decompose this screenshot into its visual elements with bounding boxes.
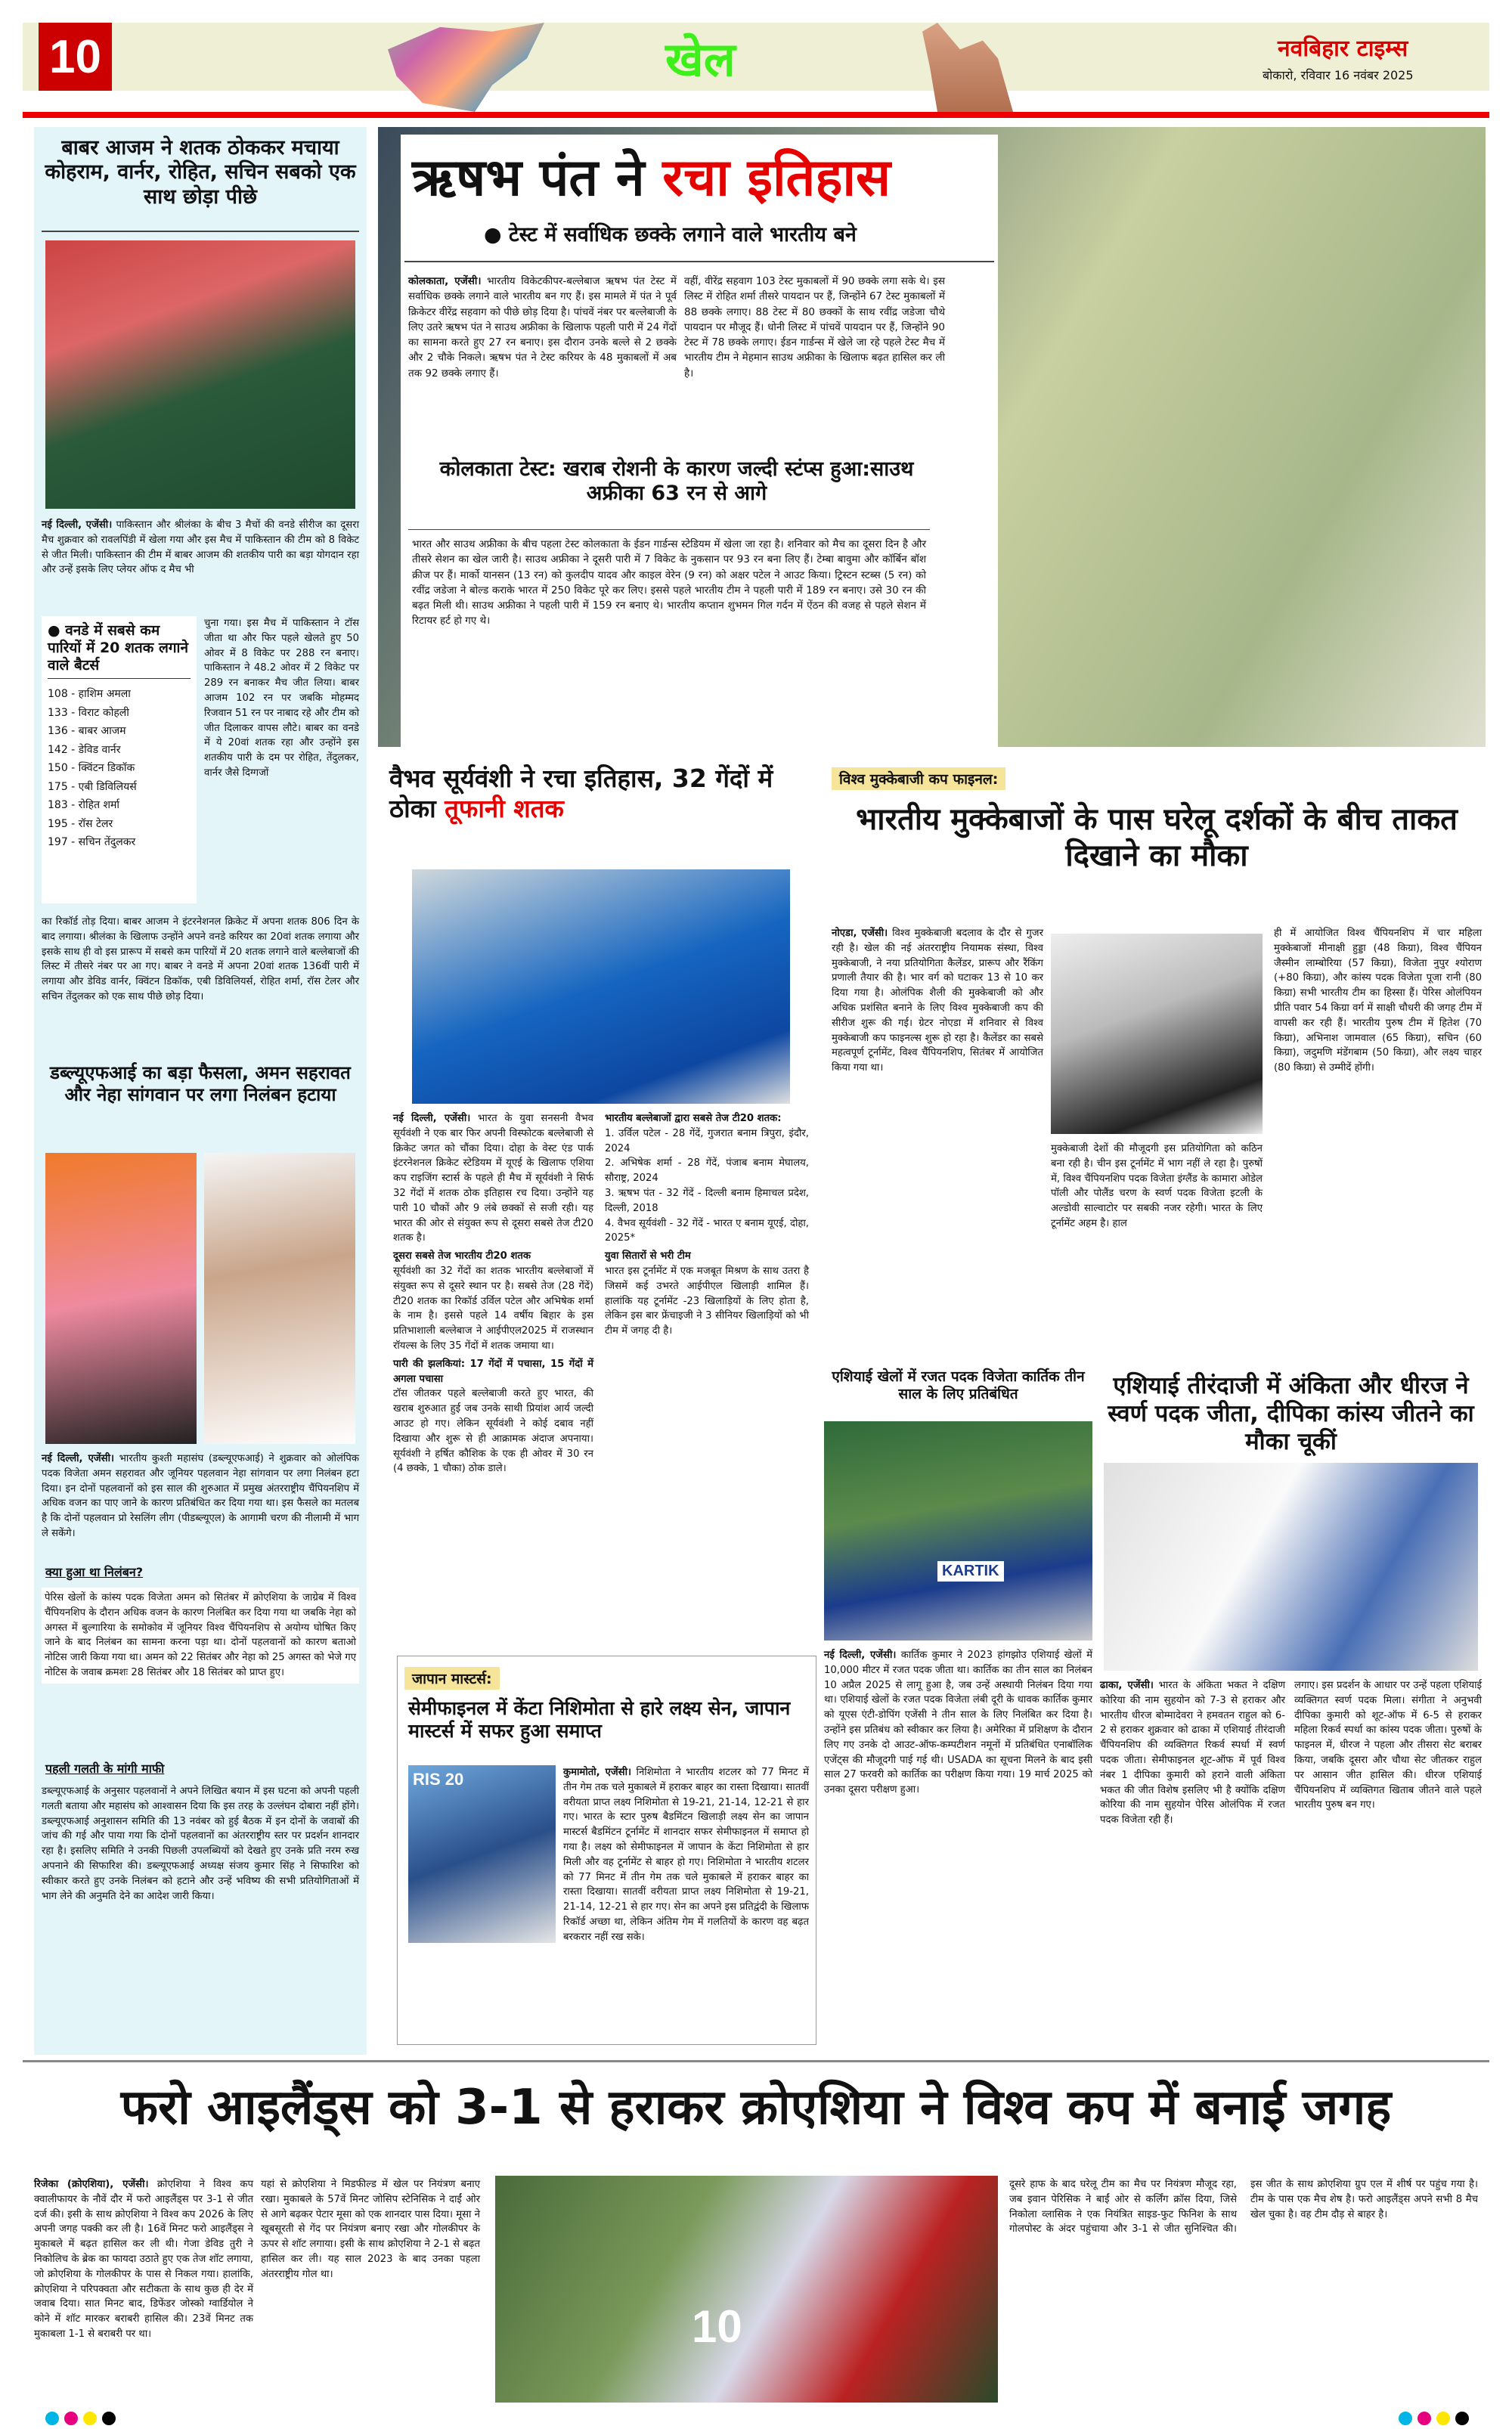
list-item: 1. उर्विल पटेल - 28 गेंदें, गुजरात बनाम त्रिपुरा, इंदौर, 2024 bbox=[605, 1127, 809, 1154]
body-text: भारत इस टूर्नामेंट में एक मजबूत मिश्रण के साथ उतरा है जिसमें कई उभरते आईपीएल खिलाड़ी शामिल हैं। हालांकि यह टूर्नामेंट -23 खिलाड़ियों के लिए होता है, लेकिन इस बार फ्रेंचाइजी ने 3 सीनियर खिलाड़ियों को भी टीम में जगह दी है। bbox=[605, 1265, 809, 1337]
pant-headline bbox=[412, 147, 891, 209]
divider bbox=[404, 261, 994, 262]
kolkata-test-body: भारत और साउथ अफ्रीका के बीच पहला टेस्ट कोलकाता के ईडन गार्डन्स स्टेडियम में खेला जा रहा है। शनिवार को मैच का दूसरा दिन है और तीसरे सेशन का खेल जारी है। साउथ अफ्रीका ने दूसरी पारी में 7 विकेट के नुकसान पर 93 रन बना लिए हैं। टेम्बा बावुमा और कॉर्बिन बॉश क्रीज पर हैं। मार्को यानसन (13 रन) को कुलदीप यादव और काइल वेरेन (9 रन) को अक्षर पटेल ने आउट किया। ट्रिस्टन स्टब्स (5 रन) को रवींद्र जडेजा ने बोल्ड कराके भारत में 250 विकेट पूरे कर लिए। इससे पहले भारतीय टीम ने पहली पारी में 189 रन बनाए। उसे 30 रन की बढ़त मिली थी। साउथ अफ्रीका ने पहली पारी में 159 रन बनाए थे। भारतीय कप्तान शुभमन गिल गर्दन में ऐंठन की वजह से पहले सेशन में रिटायर हर्ट हो गए थे। bbox=[412, 538, 926, 627]
archery-body-2: लगाए। इस प्रदर्शन के आधार पर उन्हें पहला एशियाई व्यक्तिगत स्वर्ण पदक मिला। संगीता ने अनुभवी दीपिका कुमारी को शूट-ऑफ में 6-5 से हराकर महिला रिकर्व स्पर्धा का कांस्य पदक जीता। पुरुषों के फाइनल में, धीरज ने पहला और तीसरा सेट बराबर किया, जबकि दूसरा और चौथा सेट जीतकर राहुल पर आसान जीत हासिल की। धीरज एशियाई चैंपियनशिप में व्यक्तिगत खिताब जीतने वाले पहले भारतीय पुरुष बन गए। bbox=[1294, 1680, 1482, 1811]
faroe-headline: फरो आइलैंड्स को 3-1 से हराकर क्रोएशिया ने विश्व कप में बनाई जगह bbox=[120, 2080, 1392, 2136]
headline-red: रचा इतिहास bbox=[662, 148, 891, 208]
japan-headline: सेमीफाइनल में केंटा निशिमोता से हारे लक्ष्य सेन, जापान मास्टर्स में सफर हुआ समाप्त bbox=[408, 1697, 791, 1742]
wfi-subhead-2: पहली गलती के मांगी माफी bbox=[45, 1761, 165, 1776]
body-text: भारतीय कुश्ती महासंघ (डब्ल्यूएफआई) ने शुक्रवार को ओलंपिक पदक विजेता अमन सहरावत और जूनियर पहलवान नेहा सांगवान पर लगा निलंबन हटा दिया। इन दोनों पहलवानों को इस साल की शुरुआत में प्रमुख अंतरराष्ट्रीय चैंपियनशिप में अधिक वजन का पाए जाने के कारण प्रतिबंधित कर दिया गया था। इस फैसले का मतलब है कि दोनों पहलवान प्रो रेसलिंग लीग (पीडब्ल्यूएल) के आगामी चरण की नीलामी में भाग ले सकेंगे। bbox=[42, 1453, 359, 1539]
fastest-t20-list bbox=[605, 1126, 809, 1246]
dateline-lead: नोएडा, एजेंसी। bbox=[832, 928, 888, 939]
babar-body-intro bbox=[42, 518, 359, 578]
jersey-number: 10 bbox=[692, 2301, 742, 2352]
odi-centuries-box bbox=[42, 616, 197, 903]
faroe-body-2: यहां से क्रोएशिया ने मिडफील्ड में खेल पर नियंत्रण बनाए रखा। मुकाबले के 57वें मिनट जोसिप स्टेनिसिक ने दाईं ओर से आगे बढ़कर पेटार मूसा को एक शानदार पास दिया। मूसा ने खूबसूरती से गेंद पर नियंत्रण बनाए रखा और गोलकीपर के ऊपर से शॉट लगाया। इसी के साथ क्रोएशिया ने 2-1 से बढ़त हासिल कर ली। यह साल 2023 के बाद उनका पहला अंतरराष्ट्रीय गोल था। bbox=[261, 2179, 480, 2280]
vaibhav-subhead-2: पारी की झलकियां: 17 गेंदों में पचासा, 15 गेंदों में अगला पचासा bbox=[393, 1358, 593, 1385]
aman-sehrawat-photo bbox=[45, 1153, 197, 1444]
wfi-subhead-1: क्या हुआ था निलंबन? bbox=[45, 1565, 144, 1579]
masthead-divider bbox=[23, 112, 1489, 118]
vaibhav-subhead-4: युवा सितारों से भरी टीम bbox=[605, 1250, 691, 1263]
body-text: भारतीय विकेटकीपर-बल्लेबाज ऋषभ पंत टेस्ट में सर्वाधिक छक्के लगाने वाले भारतीय बन गए हैं। इस मामले में पंत ने पूर्व क्रिकेटर वीरेंद्र सहवाग को पीछे छोड़ दिया है। पांचवें नंबर पर बल्लेबाजी के लिए उतरे ऋषभ पंत ने साउथ अफ्रीका के खिलाफ पहली पारी में 24 गेंदों का सामना करते हुए 27 रन बनाए। इस दौरान उनके बल्ले से 2 छक्के और 2 चौके निकले। ऋषभ पंत ने टेस्ट करियर के 48 मुकाबलों में अब तक 92 छक्के लगाए हैं। bbox=[408, 275, 677, 380]
wfi-body bbox=[42, 1452, 359, 1541]
headline-black: वैभव सूर्यवंशी ने रचा इतिहास, 32 गेंदों में ठोका bbox=[389, 764, 773, 823]
archery-body-1 bbox=[1100, 1678, 1285, 1828]
boxing-headline: भारतीय मुक्केबाजों के पास घरेलू दर्शकों के बीच ताकत दिखाने का मौका bbox=[856, 802, 1458, 873]
registration-mark-magenta bbox=[1418, 2412, 1431, 2425]
list-item: 197 - सचिन तेंदुलकर bbox=[48, 836, 136, 849]
dateline-lead: ढाका, एजेंसी। bbox=[1100, 1680, 1154, 1691]
babar-body-end: का रिकॉर्ड तोड़ दिया। बाबर आजम ने इंटरनेशनल क्रिकेट में अपना शतक 806 दिन के बाद लगाया। श्रीलंका के खिलाफ उन्होंने अपने वनडे करियर का 20वां शतक लगाया और इसके साथ ही वो इस प्रारूप में सबसे कम पारियों में 20 शतक लगाने वाले बल्लेबाजों की लिस्ट में तीसरे नंबर पर आ गए। बाबर ने वनडे में अपना 20वां शतक 136वीं पारी में लगाया और डेविड वार्नर, क्विंटन डिकॉक, एबी डिविलियर्स, रोहित शर्मा, रॉस टेलर और सचिन तेंदुलकर को एक साथ पीछे छोड़ दिया। bbox=[42, 916, 359, 1002]
list-item: 4. वैभव सूर्यवंशी - 32 गेंदें - भारत ए बनाम यूएई, दोहा, 2025* bbox=[605, 1217, 809, 1244]
list-item: 183 - रोहित शर्मा bbox=[48, 799, 120, 812]
list-item: 3. ऋषभ पंत - 32 गेंदें - दिल्ली बनाम हिमाचल प्रदेश, दिल्ली, 2018 bbox=[605, 1187, 809, 1214]
newspaper-logo: नवबिहार टाइम्स bbox=[1278, 36, 1408, 62]
vaibhav-body-2 bbox=[605, 1111, 809, 1339]
vaibhav-suryavanshi-photo bbox=[412, 869, 790, 1104]
box-title-text: वनडे में सबसे कम पारियों में 20 शतक लगाने वाले बैटर्स bbox=[48, 622, 188, 674]
body-text: टॉस जीतकर पहले बल्लेबाजी करते हुए भारत, की खराब शुरुआत हुई जब उनके साथी प्रियांश आर्य जल्दी आउट हो गए। लेकिन सूर्यवंशी ने कोई दबाव नहीं दिखाया और शुरू से ही आक्रामक अंदाज अपनाया। सूर्यवंशी ने हर्षित कौशिक के एक ही ओवर में 30 रन (4 छक्के, 1 चौका) ठोक डाले। bbox=[393, 1388, 593, 1475]
japan-kicker: जापान मास्टर्स: bbox=[404, 1667, 500, 1690]
century-list bbox=[48, 685, 191, 852]
list-item: 175 - एबी डिविलियर्स bbox=[48, 780, 137, 793]
registration-mark-magenta bbox=[64, 2412, 78, 2425]
boxing-kicker: विश्व मुक्केबाजी कप फाइनल: bbox=[832, 767, 1005, 790]
dateline-lead: कोलकाता, एजेंसी। bbox=[408, 275, 482, 287]
dateline-lead: कुमामोतो, एजेंसी। bbox=[563, 1767, 632, 1778]
pant-body-1 bbox=[408, 274, 677, 381]
dateline: बोकारो, रविवार 16 नवंबर 2025 bbox=[1263, 68, 1414, 82]
babar-azam-photo bbox=[45, 240, 355, 509]
body-text: निशिमोता ने भारतीय शटलर को 77 मिनट में तीन गेम तक चले मुकाबले में हराकर बाहर का रास्ता दिखाया। सातवीं वरीयता प्राप्त लक्ष्य निशिमोता से 19-21, 21-14, 12-21 से हार गए। भारत के स्टार पुरुष बैडमिंटन खिलाड़ी लक्ष्य सेन का जापान मास्टर्स बैडमिंटन टूर्नामेंट में शानदार सफर सेमीफाइनल में समाप्त हो गया है। लक्ष्य को सेमीफाइनल में जापान के केंटा निशिमोता से हार मिली और वह टूर्नामेंट से बाहर हो गए। निशिमोता ने भारतीय शटलर को 77 मिनट में तीन गेम तक चले मुकाबले में हराकर बाहर का रास्ता दिखाया। सातवीं वरीयता प्राप्त लक्ष्य निशिमोता से 19-21, 21-14, 12-21 से हार गए। सेन का अपने इस प्रतिद्वंदी के खिलाफ रिकॉर्ड अच्छा था, लेकिन अंतिम गेम में गलतियों के कारण वह बढ़त बरकरार नहीं रख सके। bbox=[563, 1767, 809, 1943]
headline-black: ऋषभ पंत ने bbox=[412, 148, 645, 208]
registration-mark-black bbox=[1455, 2412, 1469, 2425]
list-item: 150 - क्विंटन डिकॉक bbox=[48, 762, 135, 775]
boxing-body-1 bbox=[832, 926, 1043, 1076]
list-item: 142 - डेविड वार्नर bbox=[48, 743, 121, 756]
boxing-body-2: मुक्केबाजी देशों की मौजूदगी इस प्रतियोगिता को कठिन बना रही है। चीन इस टूर्नामेंट में भाग नहीं ले रहा है। पुरुषों में, विश्व चैंपियनशिप पदक विजेता इंग्लैंड के कामारा ओडेल पॉली और पोलैंड चरण के स्वर्ण पदक विजेता इटली के अल्डोवी साल्वाटोर पर सबकी नजर रहेगी। भारत के लिए टूर्नामेंट अहम है। हाल bbox=[1051, 1143, 1263, 1229]
body-text: कार्तिक कुमार ने 2023 हांगझोउ एशियाई खेलों में 10,000 मीटर में रजत पदक जीता था। कार्तिक का तीन साल का निलंबन 10 अप्रैल 2025 से लागू हुआ है, जब उन्हें अस्थायी निलंबन दिया गया था। एशियाई खेलों के रजत पदक विजेता लंबी दूरी के धावक कार्तिक कुमार को यूएस एंटी-डोपिंग एजेंसी ने तीन साल के लिए निलंबित कर दिया है। उन्होंने इस प्रतिबंध को स्वीकार कर लिया है। अमेरिका में प्रशिक्षण के दौरान लिए गए उनके दो आउट-ऑफ-कम्पटीशन नमूनों में प्रतिबंधित एनाबॉलिक एजेंट्स की मौजूदगी पाई गई थी। USADA का सूचना मिलने के बाद इसी साल 27 फरवरी को कार्तिक का परीक्षण किया गया। 19 मार्च 2025 को उनका दूसरा परीक्षण हुआ। bbox=[824, 1650, 1092, 1796]
box-title: ● वनडे में सबसे कम पारियों में 20 शतक लगाने वाले बैटर्स bbox=[48, 622, 191, 679]
headline-red: तूफानी शतक bbox=[445, 793, 564, 823]
pant-subhead: ● टेस्ट में सर्वाधिक छक्के लगाने वाले भारतीय बने bbox=[484, 223, 857, 246]
wfi-body-3: डब्ल्यूएफआई के अनुसार पहलवानों ने अपने लिखित बयान में इस घटना को अपनी पहली गलती बताया और महासंघ को आश्वासन दिया कि इस तरह के उल्लंघन दोबारा नहीं होंगे। डब्ल्यूएफआई अनुशासन समिति की 13 नवंबर को हुई बैठक में इन दोनों के जवाबों की जांच की गई और पाया गया कि दोनों पहलवानों का अंतरराष्ट्रीय स्तर पर प्रदर्शन शानदार रहा है। इसलिए समिति ने उनकी पिछली उपलब्धियों को देखते हुए उनके प्रति नरम रुख अपनाने की सिफारिश की। डब्ल्यूएफआई अध्यक्ष संजय कुमार सिंह ने सिफारिश को स्वीकार करते हुए उनके निलंबन को हटाने और उन्हें भविष्य की सभी प्रतियोगिताओं में भाग लेने की अनुमति देने का आदेश जारी किया। bbox=[42, 1786, 359, 1902]
pant-body-2: वहीं, वीरेंद्र सहवाग 103 टेस्ट मुकाबलों में 90 छक्के लगा सके थे। इस लिस्ट में रोहित शर्मा तीसरे पायदान पर हैं, जिन्होंने 67 टेस्ट मुकाबलों में 88 छक्के लगाए। 88 टेस्ट में 80 छक्कों के साथ रवींद्र जडेजा चौथे पायदान पर मौजूद हैं। धोनी लिस्ट में पांचवें पायदान पर हैं, जिन्होंने 90 टेस्ट में 78 छक्के लगाए। ईडन गार्डन्स में खेले जा रहे पहले टेस्ट मैच में भारतीय टीम ने मेहमान साउथ अफ्रीका के खिलाफ बढ़त हासिल कर ली है। bbox=[684, 275, 945, 380]
dateline-lead: नई दिल्ली, एजेंसी। bbox=[42, 519, 113, 531]
dateline-lead: नई दिल्ली, एजेंसी। bbox=[824, 1650, 897, 1661]
list-item: 108 - हाशिम अमला bbox=[48, 688, 131, 701]
faroe-body-1 bbox=[34, 2177, 253, 2342]
registration-mark-yellow bbox=[83, 2412, 97, 2425]
wfi-body-2: पेरिस खेलों के कांस्य पदक विजेता अमन को सितंबर में क्रोएशिया के जाग्रेब में विश्व चैंपियनशिप के दौरान अधिक वजन के कारण निलंबित कर दिया गया था जबकि नेहा को अगस्त में बुल्गारिया के समोकोव में जूनियर विश्व चैंपियनशिप से अयोग्य घोषित किए जाने के बाद निलंबन का सामना करना पड़ा था। दोनों पहलवानों को कारण बताओ नोटिस जारी किया गया था। अमन को 22 सितंबर और नेहा को 25 अगस्त को भेजे गए नोटिस के जवाब क्रमशः 28 सितंबर और 18 सितंबर को प्राप्त हुए। bbox=[42, 1588, 359, 1684]
body-text: पाकिस्तान और श्रीलंका के बीच 3 मैचों की वनडे सीरीज का दूसरा मैच शुक्रवार को रावलपिंडी में खेला गया और इस मैच में पाकिस्तान की टीम को 8 विकेट से जीत मिली। पाकिस्तान की टीम में बाबर आजम की शतकीय पारी का बड़ा योगदान रहा और उन्हें इसके लिए प्लेयर ऑफ द मैच भी bbox=[42, 519, 359, 576]
subhead-text: टेस्ट में सर्वाधिक छक्के लगाने वाले भारतीय बने bbox=[508, 223, 857, 246]
body-text: सूर्यवंशी का 32 गेंदों का शतक भारतीय बल्लेबाजों में संयुक्त रूप से दूसरे स्थान पर है। सबसे तेज (28 गेंदें) टी20 शतक का रिकॉर्ड उर्विल पटेल और अभिषेक शर्मा के नाम है। इससे पहले 14 वर्षीय बिहार के इस प्रतिभाशाली बल्लेबाज ने आईपीएल2025 में राजस्थान रॉयल्स के लिए 35 गेंदों में शतक जमाया था। bbox=[393, 1265, 593, 1352]
float-spacer bbox=[408, 1765, 563, 1947]
list-item: 136 - बाबर आजम bbox=[48, 725, 126, 738]
body-text: क्रोएशिया ने विश्व कप क्वालीफायर के नौवें दौर में फरो आइलैंड्स पर 3-1 से जीत दर्ज की। इसी के साथ क्रोएशिया ने विश्व कप 2026 के लिए अपनी जगह पक्की कर ली है। 16वें मिनट फरो आइलैंड्स ने मुकाबले में बढ़त हासिल कर ली थी। गेजा डेविड तुरी ने निकोलिच के ब्रेक का फायदा उठाते हुए एक तेज शॉट लगाया, जो क्रोएशिया के गोलकीपर के पास से निकल गया। हालांकि, क्रोएशिया ने परिपक्वता और सटीकता के साथ कुछ ही देर में जवाब दिया। सात मिनट बाद, डिफेंडर जोस्को ग्वार्डियोल ने कोने में शॉट मारकर बराबरी हासिल की। 23वें मिनट तक मुकाबला 1-1 से बराबरी पर था। bbox=[34, 2179, 254, 2340]
kartik-headline: एशियाई खेलों में रजत पदक विजेता कार्तिक तीन साल के लिए प्रतिबंधित bbox=[832, 1368, 1085, 1402]
registration-mark-cyan bbox=[45, 2412, 59, 2425]
page-number: 10 bbox=[39, 23, 112, 91]
kartik-kumar-photo bbox=[824, 1421, 1092, 1641]
photo-banner-text: RIS 20 bbox=[413, 1770, 464, 1789]
section-title: खेल bbox=[665, 32, 736, 87]
kartik-body bbox=[824, 1648, 1092, 1798]
registration-mark-cyan bbox=[1399, 2412, 1412, 2425]
neha-sangwan-photo bbox=[204, 1153, 355, 1444]
body-text: भारत के अंकिता भकत ने दक्षिण कोरिया की नाम सुहयोन को 7-3 से हराकर और भारतीय धीरज बोम्मादेवरा ने हमवतन राहुल को 6-2 से हराकर शुक्रवार को ढाका में एशियाई तीरंदाजी चैंपियनशिप की व्यक्तिगत रिकर्व स्पर्धा में स्वर्ण पदक जीता। सेमीफाइनल शूट-ऑफ में पूर्व विश्व नंबर 1 दीपिका कुमारी को हराने वाली अंकिता भकत की जीत विशेष इसलिए भी है क्योंकि दक्षिण कोरिया की नाम सुहयोन पेरिस ओलंपिक में रजत पदक विजेता रही हैं। bbox=[1100, 1680, 1285, 1826]
boxer-photo bbox=[1051, 934, 1263, 1134]
registration-mark-yellow bbox=[1436, 2412, 1450, 2425]
dateline-lead: नई दिल्ली, एजेंसी। bbox=[42, 1453, 114, 1464]
list-item: 195 - रॉस टेलर bbox=[48, 817, 113, 830]
dateline-lead: रिजेका (क्रोएशिया), एजेंसी। bbox=[34, 2179, 149, 2190]
vaibhav-subhead-3: भारतीय बल्लेबाजों द्वारा सबसे तेज टी20 शतक: bbox=[605, 1113, 782, 1124]
body-text: विश्व मुक्केबाजी बदलाव के दौर से गुजर रही है। खेल की नई अंतरराष्ट्रीय नियामक संस्था, विश्व मुक्केबाजी, ने नया प्रतियोगिता कैलेंडर, प्रारूप और रैंकिंग प्रणाली तैयार की है। भार वर्ग को घटाकर 13 से 10 कर दिया गया है। ओलंपिक शैली की मुक्केबाजी को और अधिक प्रशंसित बनाने के लिए विश्व मुक्केबाजी कप की सीरीज शुरू की गई। ग्रेटर नोएडा में शनिवार से विश्व मुक्केबाजी कप फाइनल्स शुरू हो रहा है। कैलेंडर का सबसे महत्वपूर्ण टूर्नामेंट, विश्व चैंपियनशिप, सितंबर में आयोजित किया गया था। bbox=[832, 928, 1043, 1074]
race-bib: KARTIK bbox=[937, 1561, 1004, 1582]
divider bbox=[23, 2060, 1489, 2062]
babar-body-col: चुना गया। इस मैच में पाकिस्तान ने टॉस जीता था और फिर पहले खेलते हुए 50 ओवर में 8 विकेट पर 288 रन बनाए। पाकिस्तान ने 48.2 ओवर में 2 विकेट पर 289 रन बनाकर मैच जीत लिया। बाबर आजम 102 रन पर जबकि मोहम्मद रिजवान 51 रन पर नाबाद रहे और टीम को जीत दिलाकर वापस लौटे। बाबर का वनडे में ये 20वां शतक रहा और उन्होंने इस शतकीय पारी के दम पर रोहित, तेंदुलकर, वार्नर जैसे दिग्गजों bbox=[204, 618, 359, 779]
divider bbox=[42, 231, 359, 232]
japan-body bbox=[408, 1765, 809, 2037]
list-item: 2. अभिषेक शर्मा - 28 गेंदें, पंजाब बनाम मेघालय, सौराष्ट्र, 2024 bbox=[605, 1157, 809, 1185]
vaibhav-subhead-1: दूसरा सबसे तेज भारतीय टी20 शतक bbox=[393, 1250, 531, 1263]
modric-photo bbox=[495, 2176, 998, 2403]
kolkata-test-headline: कोलकाता टेस्ट: खराब रोशनी के कारण जल्दी स्टंप्स हुआ:साउथ अफ्रीका 63 रन से आगे bbox=[439, 457, 914, 506]
dateline-lead: नई दिल्ली, एजेंसी। bbox=[393, 1113, 471, 1124]
vaibhav-body-1 bbox=[393, 1111, 593, 1476]
faroe-body-3: दूसरे हाफ के बाद घरेलू टीम का मैच पर नियंत्रण मौजूद रहा, जब इवान पेरिसिक ने बाईं ओर से कर्लिंग क्रॉस दिया, जिसे निकोला व्लासिक ने एक नियंत्रित साइड-फुट फिनिश के साथ गोलपोस्ट के अंदर पहुंचाया और 3-1 से जीत सुनिश्चित की। इस जीत के साथ क्रोएशिया ग्रुप एल में शीर्ष पर पहुंच गया है। टीम के पास एक मैच शेष है। फरो आइलैंड्स अपने सभी 8 मैच खेल चुका है। वह टीम दौड़ से बाहर है। bbox=[1009, 2179, 1478, 2235]
registration-mark-black bbox=[102, 2412, 116, 2425]
divider bbox=[408, 529, 930, 530]
babar-headline: बाबर आजम ने शतक ठोककर मचाया कोहराम, वार्नर, रोहित, सचिन सबको एक साथ छोड़ा पीछे bbox=[45, 136, 356, 209]
wfi-headline: डब्ल्यूएफआई का बड़ा फैसला, अमन सहरावत और नेहा सांगवान पर लगा निलंबन हटाया bbox=[50, 1062, 351, 1105]
body-text: भारत के युवा सनसनी वैभव सूर्यवंशी ने एक बार फिर अपनी विस्फोटक बल्लेबाजी से क्रिकेट जगत को चौंका दिया। दोहा के वेस्ट एंड पार्क इंटरनेशनल क्रिकेट स्टेडियम में यूएई के खिलाफ एशिया कप राइजिंग स्टार्स के पहले ही मैच में सूर्यवंशी ने सिर्फ 32 गेंदों में शतक ठोक इतिहास रच दिया। उन्होंने यह पारी 10 चौकों और 9 लंबे छक्कों से सजी रही। यह भारत की ओर से संयुक्त रूप से दूसरा सबसे तेज टी20 शतक है। bbox=[393, 1113, 593, 1244]
vaibhav-headline bbox=[389, 764, 813, 823]
list-item: 133 - विराट कोहली bbox=[48, 706, 129, 719]
ankita-bhakat-photo bbox=[1104, 1463, 1478, 1671]
boxing-body-3: ही में आयोजित विश्व चैंपियनशिप में चार महिला मुक्केबाजों मीनाक्षी हुड्डा (48 किग्रा), विश्व चैंपियन जैस्मीन लाम्बोरिया (57 किग्रा), विजेता नुपुर श्योराण (+80 किग्रा), और कांस्य पदक विजेता पूजा रानी (80 किग्रा) सभी भारतीय टीम का हिस्सा हैं। पेरिस ओलंपियन प्रीति पवार 54 किग्रा वर्ग में साक्षी चौधरी की जगह टीम में वापसी कर रही हैं। भारतीय पुरुष टीम में हितेश (70 किग्रा), अभिनाश जामवाल (65 किग्रा), सचिन (60 किग्रा), जदुमणि मंडेंगबाम (50 किग्रा), और लक्ष्य चाहर (80 किग्रा) से उम्मीदें होंगी। bbox=[1274, 928, 1482, 1074]
archery-headline: एशियाई तीरंदाजी में अंकिता और धीरज ने स्वर्ण पदक जीता, दीपिका कांस्य जीतने का मौका चूकीं bbox=[1108, 1372, 1474, 1456]
